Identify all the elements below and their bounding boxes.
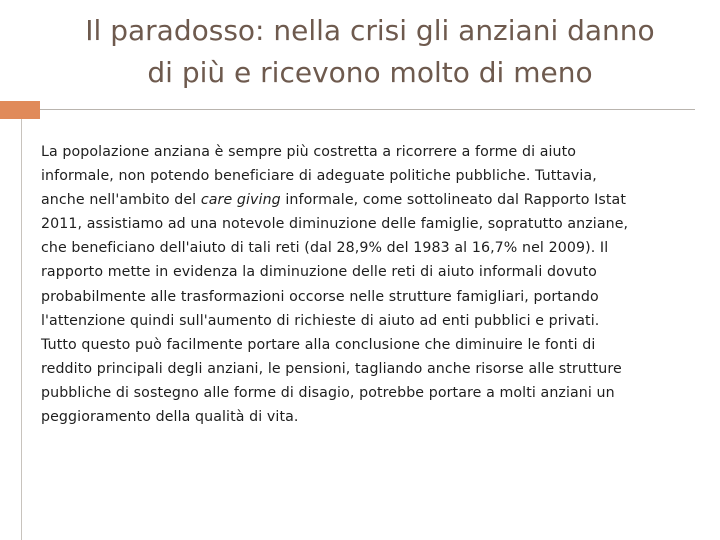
body-line-4: 2011, assistiamo ad una notevole diminuzione delle famiglie, sopratutto anziane, [41, 216, 629, 233]
title-line-2: di più e ricevono molto di meno [147, 56, 593, 89]
body-line-2: informale, non potendo beneficiare di adeguate politiche pubbliche. Tuttavia, [41, 168, 597, 185]
body-line-1: La popolazione anziana è sempre più costretta a ricorrere a forme di aiuto [41, 144, 577, 160]
body-paragraph [41, 140, 706, 429]
body-line-11: pubbliche di sostegno alle forme di disagio, potrebbe portare a molti anziani un [41, 384, 615, 401]
body-line-12: peggioramento della qualità di vita. [41, 409, 299, 426]
body-line-3-end: informale, come sottolineato dal Rapporto Istat [280, 192, 627, 209]
care-giving-emphasis: care giving [200, 192, 281, 209]
body-line-3-start: anche nell'ambito del [41, 192, 201, 209]
body-line-5: che beneficiano dell'aiuto di tali reti (dal 28,9% del 1983 al 16,7% nel 2009). Il [41, 240, 609, 257]
left-margin-line [21, 119, 22, 540]
body-line-9: Tutto questo può facilmente portare alla conclusione che diminuire le fonti di [41, 336, 596, 353]
body-line-10: reddito principali degli anziani, le pensioni, tagliando anche risorse alle strutture [41, 360, 622, 377]
body-line-7: probabilmente alle trasformazioni occorse nelle strutture famigliari, portando [41, 288, 599, 305]
body-line-3 [41, 188, 706, 212]
title-line-1: Il paradosso: nella crisi gli anziani danno [85, 14, 655, 47]
slide-title [40, 10, 700, 94]
body-line-6: rapporto mette in evidenza la diminuzione delle reti di aiuto informali dovuto [41, 264, 597, 281]
title-divider [40, 109, 695, 110]
accent-square [0, 101, 40, 119]
body-line-8: l'attenzione quindi sull'aumento di richieste di aiuto ad enti pubblici e privati. [41, 312, 600, 329]
